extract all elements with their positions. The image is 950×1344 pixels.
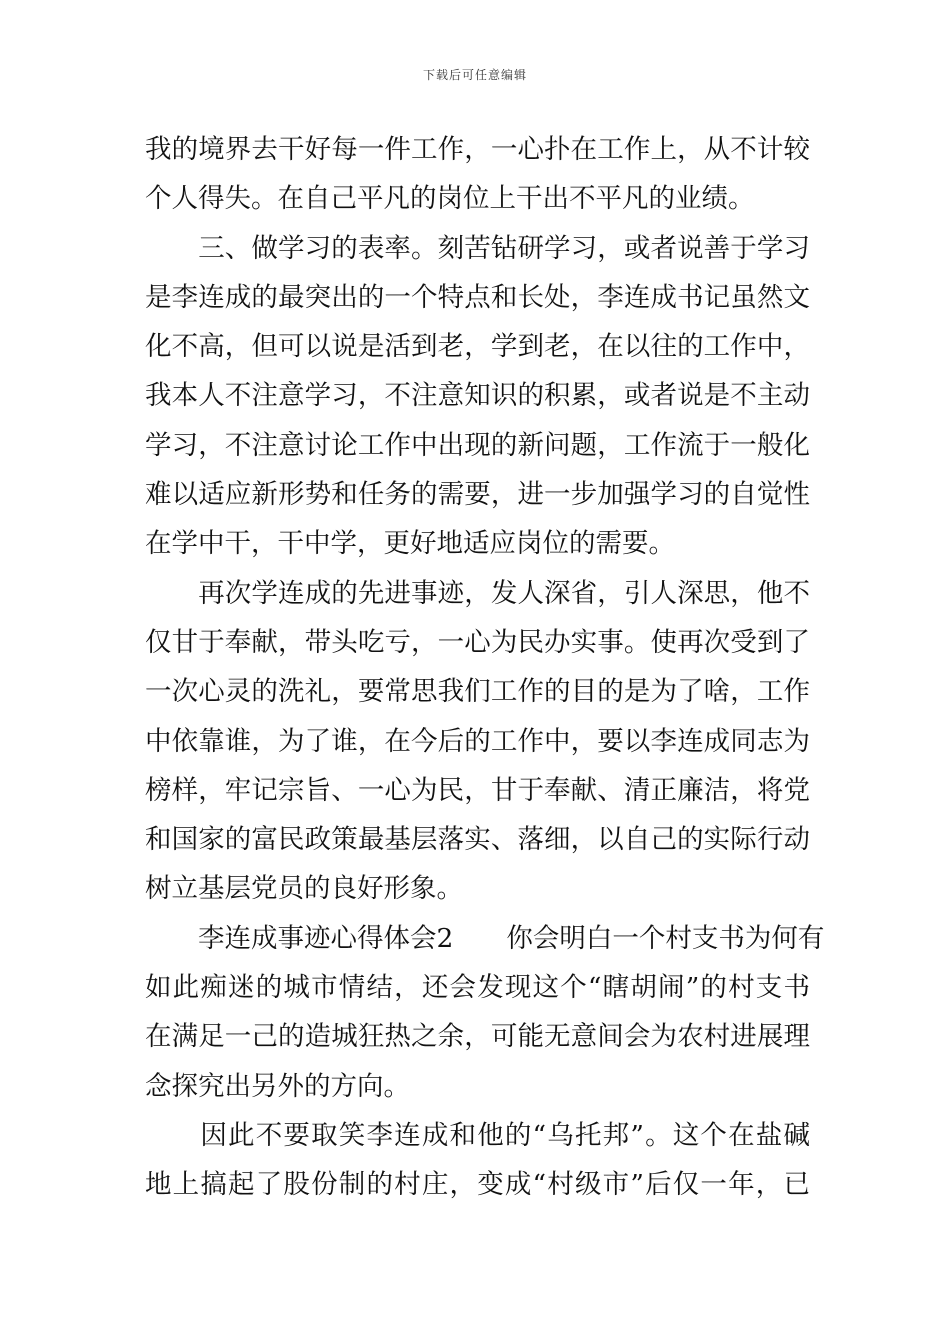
text-line: 如此痴迷的城市情结，还会发现这个“瞎胡闹”的村支书: [145, 972, 810, 1004]
text-line: 个人得失。在自己平凡的岗位上干出不平凡的业绩。: [145, 183, 755, 215]
text-line: 我的境界去干好每一件工作，一心扑在工作上，从不计较: [145, 134, 810, 165]
text-line: 在学中干，干中学，更好地适应岗位的需要。: [145, 528, 675, 560]
text-line: 中依靠谁，为了谁，在今后的工作中，要以李连成同志为: [145, 725, 810, 757]
text-line: 化不高，但可以说是活到老，学到老，在以往的工作中，: [145, 331, 810, 363]
text-line: 一次心灵的洗礼，要常思我们工作的目的是为了啥，工作: [145, 676, 810, 708]
text-line: 学习，不注意讨论工作中出现的新问题，工作流于一般化: [145, 429, 810, 461]
text-line: 地上搞起了股份制的村庄，变成“村级市”后仅一年，已: [145, 1169, 810, 1201]
text-line: 仅甘于奉献，带头吃亏，一心为民办实事。使再次受到了: [145, 626, 810, 658]
page-header: 下载后可任意编辑: [422, 68, 527, 82]
text-line: 我本人不注意学习，不注意知识的积累，或者说是不主动: [145, 380, 810, 412]
text-line: 难以适应新形势和任务的需要，进一步加强学习的自觉性: [145, 479, 810, 511]
text-line: 因此不要取笑李连成和他的“乌托邦”。这个在盐碱: [145, 1119, 810, 1151]
text-line: 和国家的富民政策最基层落实、落细，以自己的实际行动: [145, 824, 810, 856]
text-line: 在满足一己的造城狂热之余，可能无意间会为农村进展理: [145, 1021, 810, 1053]
text-line: 李连成事迹心得体会2 你会明白一个村支书为何有: [145, 922, 825, 954]
text-line: 是李连成的最突出的一个特点和长处，李连成书记虽然文: [145, 281, 810, 313]
text-line: 榜样，牢记宗旨、一心为民，甘于奉献、清正廉洁，将党: [145, 774, 810, 806]
document-body: [145, 125, 825, 1210]
text-line: 树立基层党员的良好形象。: [145, 873, 463, 905]
text-line: 再次学连成的先进事迹，发人深省，引人深思，他不: [145, 577, 810, 609]
text-line: 三、做学习的表率。刻苦钻研学习，或者说善于学习: [145, 232, 810, 264]
text-line: 念探究出另外的方向。: [145, 1070, 410, 1102]
